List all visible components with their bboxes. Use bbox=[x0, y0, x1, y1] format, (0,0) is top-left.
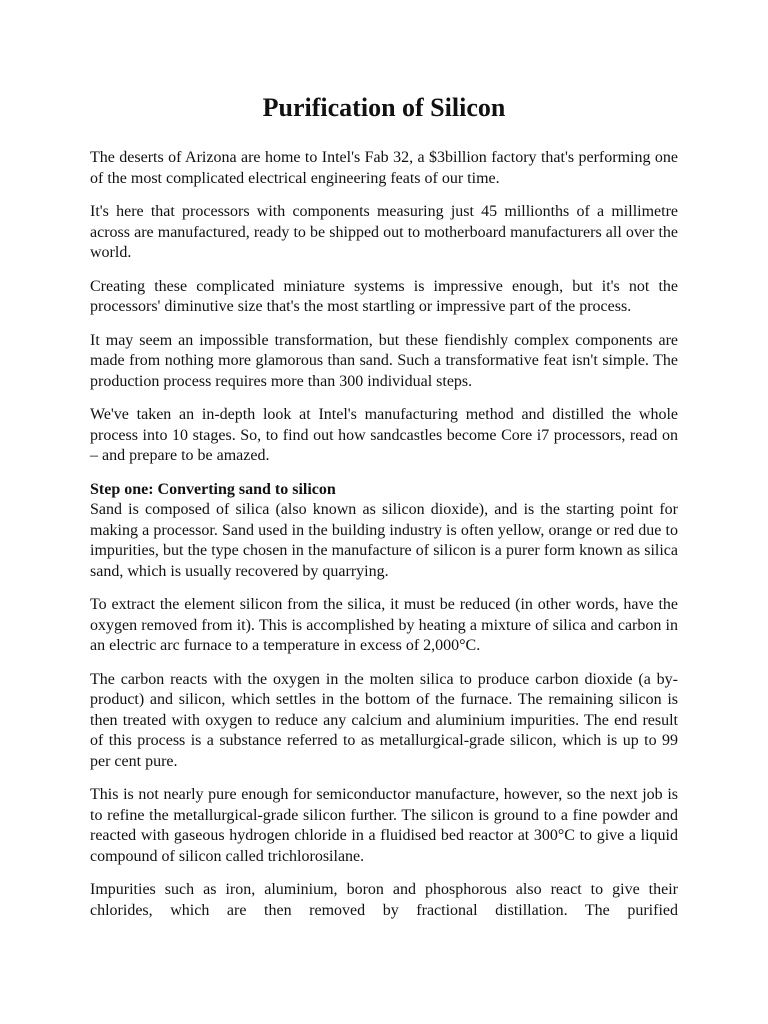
step-one-paragraph-2: To extract the element silicon from the silica, it must be reduced (in other words, have the oxygen removed from it). This is accomplished by heating a mixture of silica and carbon in an electric arc furnace to a temperature in excess of 2,000°C. bbox=[90, 596, 678, 654]
paragraph-intro-5: We've taken an in-depth look at Intel's manufacturing method and distilled the whole process into 10 stages. So, to find out how sandcastles become Core i7 processors, read on – and prepare to be amazed. bbox=[90, 406, 678, 464]
step-one-paragraph-3: The carbon reacts with the oxygen in the molten silica to produce carbon dioxide (a by-product) and silicon, which settles in the bottom of the furnace. The remaining silicon is then treated with oxygen to reduce any calcium and aluminium impurities. The end result of this process is a substance referred to as metallurgical-grade silicon, which is up to 99 per cent pure. bbox=[90, 670, 678, 770]
step-one-paragraph-1: Sand is composed of silica (also known as silicon dioxide), and is the starting point for making a processor. Sand used in the building industry is often yellow, orange or red due to impurities, but the type chosen in the manufacture of silicon is a purer form known as silica sand, which is usually recovered by quarrying. bbox=[90, 501, 678, 580]
page-title: Purification of Silicon bbox=[262, 93, 506, 122]
paragraph-intro-4: It may seem an impossible transformation, but these fiendishly complex components are made from nothing more glamorous than sand. Such a transformative feat isn't simple. The production process requires more than 300 individual steps. bbox=[90, 331, 678, 390]
step-one-section bbox=[90, 480, 678, 583]
paragraph-intro-1: The deserts of Arizona are home to Intel's Fab 32, a $3billion factory that's performing one of the most complicated electrical engineering feats of our time. bbox=[90, 149, 678, 187]
document-page bbox=[90, 90, 678, 934]
step-one-paragraph-5: Impurities such as iron, aluminium, boron and phosphorous also react to give their chlorides, which are then removed by fractional distillation. The purified bbox=[90, 881, 678, 919]
paragraph-intro-3: Creating these complicated miniature systems is impressive enough, but it's not the processors' diminutive size that's the most startling or impressive part of the process. bbox=[90, 277, 678, 315]
step-one-heading: Step one: Converting sand to silicon bbox=[90, 480, 336, 498]
paragraph-intro-2: It's here that processors with components measuring just 45 millionths of a millimetre across are manufactured, ready to be shipped out to motherboard manufacturers all over the world. bbox=[90, 203, 678, 261]
step-one-paragraph-4: This is not nearly pure enough for semiconductor manufacture, however, so the next job is to refine the metallurgical-grade silicon further. The silicon is ground to a fine powder and reacted with gaseous hydrogen chloride in a fluidised bed reactor at 300°C to give a liquid compound of silicon called trichlorosilane. bbox=[90, 786, 678, 865]
